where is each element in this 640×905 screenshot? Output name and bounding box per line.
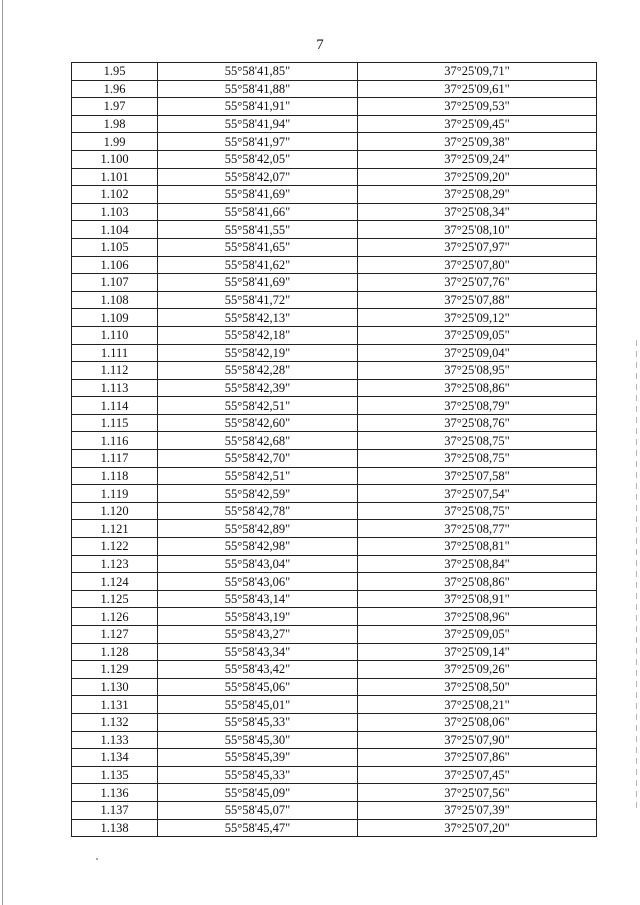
table-row: [72, 626, 597, 644]
longitude-cell: 37°25'08,84": [358, 555, 597, 573]
latitude-cell: 55°58'45,39": [158, 749, 358, 767]
point-number-cell: 1.109: [72, 309, 158, 327]
latitude-cell: 55°58'45,06": [158, 678, 358, 696]
latitude-cell: 55°58'41,94": [158, 115, 358, 133]
table-row: [72, 502, 597, 520]
longitude-cell: 37°25'09,20": [358, 168, 597, 186]
table-row: [72, 309, 597, 327]
table-row: [72, 80, 597, 98]
coordinates-table-body: [72, 63, 597, 837]
table-row: [72, 819, 597, 837]
latitude-cell: 55°58'42,39": [158, 379, 358, 397]
point-number-cell: 1.121: [72, 520, 158, 538]
latitude-cell: 55°58'43,04": [158, 555, 358, 573]
point-number-cell: 1.129: [72, 661, 158, 679]
longitude-cell: 37°25'09,45": [358, 115, 597, 133]
table-row: [72, 573, 597, 591]
point-number-cell: 1.133: [72, 731, 158, 749]
table-row: [72, 485, 597, 503]
point-number-cell: 1.125: [72, 590, 158, 608]
scan-speck: [96, 858, 98, 860]
longitude-cell: 37°25'07,80": [358, 256, 597, 274]
longitude-cell: 37°25'08,86": [358, 379, 597, 397]
point-number-cell: 1.135: [72, 766, 158, 784]
point-number-cell: 1.128: [72, 643, 158, 661]
latitude-cell: 55°58'41,91": [158, 98, 358, 116]
longitude-cell: 37°25'07,45": [358, 766, 597, 784]
point-number-cell: 1.113: [72, 379, 158, 397]
table-row: [72, 450, 597, 468]
point-number-cell: 1.104: [72, 221, 158, 239]
point-number-cell: 1.119: [72, 485, 158, 503]
longitude-cell: 37°25'08,77": [358, 520, 597, 538]
latitude-cell: 55°58'43,19": [158, 608, 358, 626]
table-row: [72, 784, 597, 802]
latitude-cell: 55°58'42,68": [158, 432, 358, 450]
point-number-cell: 1.122: [72, 538, 158, 556]
table-row: [72, 414, 597, 432]
latitude-cell: 55°58'42,59": [158, 485, 358, 503]
table-row: [72, 115, 597, 133]
point-number-cell: 1.127: [72, 626, 158, 644]
point-number-cell: 1.123: [72, 555, 158, 573]
latitude-cell: 55°58'42,07": [158, 168, 358, 186]
point-number-cell: 1.99: [72, 133, 158, 151]
latitude-cell: 55°58'41,97": [158, 133, 358, 151]
point-number-cell: 1.136: [72, 784, 158, 802]
point-number-cell: 1.101: [72, 168, 158, 186]
point-number-cell: 1.105: [72, 238, 158, 256]
latitude-cell: 55°58'41,65": [158, 238, 358, 256]
point-number-cell: 1.117: [72, 450, 158, 468]
longitude-cell: 37°25'08,81": [358, 538, 597, 556]
latitude-cell: 55°58'41,85": [158, 63, 358, 81]
longitude-cell: 37°25'09,24": [358, 150, 597, 168]
table-row: [72, 766, 597, 784]
longitude-cell: 37°25'08,29": [358, 186, 597, 204]
table-row: [72, 590, 597, 608]
longitude-cell: 37°25'08,75": [358, 502, 597, 520]
point-number-cell: 1.132: [72, 713, 158, 731]
point-number-cell: 1.110: [72, 326, 158, 344]
table-row: [72, 344, 597, 362]
longitude-cell: 37°25'09,71": [358, 63, 597, 81]
table-row: [72, 63, 597, 81]
latitude-cell: 55°58'45,01": [158, 696, 358, 714]
latitude-cell: 55°58'42,98": [158, 538, 358, 556]
table-row: [72, 238, 597, 256]
longitude-cell: 37°25'09,04": [358, 344, 597, 362]
latitude-cell: 55°58'41,69": [158, 274, 358, 292]
table-row: [72, 696, 597, 714]
table-row: [72, 274, 597, 292]
point-number-cell: 1.97: [72, 98, 158, 116]
longitude-cell: 37°25'08,91": [358, 590, 597, 608]
point-number-cell: 1.107: [72, 274, 158, 292]
latitude-cell: 55°58'42,60": [158, 414, 358, 432]
point-number-cell: 1.131: [72, 696, 158, 714]
table-row: [72, 608, 597, 626]
latitude-cell: 55°58'42,18": [158, 326, 358, 344]
longitude-cell: 37°25'07,20": [358, 819, 597, 837]
longitude-cell: 37°25'08,75": [358, 432, 597, 450]
table-row: [72, 133, 597, 151]
table-row: [72, 379, 597, 397]
point-number-cell: 1.95: [72, 63, 158, 81]
longitude-cell: 37°25'09,53": [358, 98, 597, 116]
point-number-cell: 1.130: [72, 678, 158, 696]
longitude-cell: 37°25'08,86": [358, 573, 597, 591]
latitude-cell: 55°58'45,33": [158, 713, 358, 731]
point-number-cell: 1.134: [72, 749, 158, 767]
longitude-cell: 37°25'07,86": [358, 749, 597, 767]
table-row: [72, 397, 597, 415]
table-row: [72, 467, 597, 485]
page-number: 7: [316, 37, 324, 53]
longitude-cell: 37°25'07,90": [358, 731, 597, 749]
longitude-cell: 37°25'07,88": [358, 291, 597, 309]
latitude-cell: 55°58'41,62": [158, 256, 358, 274]
latitude-cell: 55°58'41,66": [158, 203, 358, 221]
longitude-cell: 37°25'07,56": [358, 784, 597, 802]
longitude-cell: 37°25'07,39": [358, 801, 597, 819]
longitude-cell: 37°25'09,14": [358, 643, 597, 661]
table-row: [72, 326, 597, 344]
latitude-cell: 55°58'41,88": [158, 80, 358, 98]
latitude-cell: 55°58'42,51": [158, 467, 358, 485]
table-row: [72, 150, 597, 168]
table-row: [72, 749, 597, 767]
point-number-cell: 1.124: [72, 573, 158, 591]
point-number-cell: 1.112: [72, 362, 158, 380]
longitude-cell: 37°25'08,50": [358, 678, 597, 696]
longitude-cell: 37°25'07,76": [358, 274, 597, 292]
point-number-cell: 1.138: [72, 819, 158, 837]
latitude-cell: 55°58'43,42": [158, 661, 358, 679]
longitude-cell: 37°25'08,96": [358, 608, 597, 626]
table-row: [72, 362, 597, 380]
table-row: [72, 203, 597, 221]
scan-edge-left: [2, 0, 3, 905]
latitude-cell: 55°58'42,70": [158, 450, 358, 468]
latitude-cell: 55°58'43,34": [158, 643, 358, 661]
longitude-cell: 37°25'08,76": [358, 414, 597, 432]
scan-edge-right: [636, 340, 637, 810]
latitude-cell: 55°58'41,55": [158, 221, 358, 239]
table-row: [72, 98, 597, 116]
latitude-cell: 55°58'42,78": [158, 502, 358, 520]
latitude-cell: 55°58'45,30": [158, 731, 358, 749]
longitude-cell: 37°25'08,95": [358, 362, 597, 380]
longitude-cell: 37°25'08,21": [358, 696, 597, 714]
table-row: [72, 186, 597, 204]
point-number-cell: 1.126: [72, 608, 158, 626]
table-row: [72, 643, 597, 661]
latitude-cell: 55°58'43,27": [158, 626, 358, 644]
latitude-cell: 55°58'42,51": [158, 397, 358, 415]
latitude-cell: 55°58'42,05": [158, 150, 358, 168]
latitude-cell: 55°58'43,06": [158, 573, 358, 591]
point-number-cell: 1.111: [72, 344, 158, 362]
point-number-cell: 1.103: [72, 203, 158, 221]
table-row: [72, 168, 597, 186]
point-number-cell: 1.108: [72, 291, 158, 309]
table-row: [72, 555, 597, 573]
latitude-cell: 55°58'42,13": [158, 309, 358, 327]
table-row: [72, 432, 597, 450]
point-number-cell: 1.115: [72, 414, 158, 432]
table-row: [72, 520, 597, 538]
longitude-cell: 37°25'07,54": [358, 485, 597, 503]
longitude-cell: 37°25'08,10": [358, 221, 597, 239]
longitude-cell: 37°25'09,12": [358, 309, 597, 327]
latitude-cell: 55°58'41,72": [158, 291, 358, 309]
latitude-cell: 55°58'42,28": [158, 362, 358, 380]
latitude-cell: 55°58'45,09": [158, 784, 358, 802]
longitude-cell: 37°25'07,58": [358, 467, 597, 485]
latitude-cell: 55°58'45,07": [158, 801, 358, 819]
point-number-cell: 1.137: [72, 801, 158, 819]
longitude-cell: 37°25'09,38": [358, 133, 597, 151]
table-row: [72, 538, 597, 556]
table-row: [72, 731, 597, 749]
table-row: [72, 713, 597, 731]
point-number-cell: 1.102: [72, 186, 158, 204]
point-number-cell: 1.100: [72, 150, 158, 168]
table-row: [72, 678, 597, 696]
longitude-cell: 37°25'08,34": [358, 203, 597, 221]
longitude-cell: 37°25'09,61": [358, 80, 597, 98]
point-number-cell: 1.98: [72, 115, 158, 133]
longitude-cell: 37°25'08,75": [358, 450, 597, 468]
longitude-cell: 37°25'08,06": [358, 713, 597, 731]
point-number-cell: 1.120: [72, 502, 158, 520]
latitude-cell: 55°58'42,89": [158, 520, 358, 538]
table-row: [72, 661, 597, 679]
latitude-cell: 55°58'41,69": [158, 186, 358, 204]
latitude-cell: 55°58'43,14": [158, 590, 358, 608]
latitude-cell: 55°58'42,19": [158, 344, 358, 362]
table-row: [72, 221, 597, 239]
table-row: [72, 256, 597, 274]
point-number-cell: 1.116: [72, 432, 158, 450]
latitude-cell: 55°58'45,33": [158, 766, 358, 784]
longitude-cell: 37°25'09,05": [358, 326, 597, 344]
point-number-cell: 1.114: [72, 397, 158, 415]
longitude-cell: 37°25'09,05": [358, 626, 597, 644]
point-number-cell: 1.96: [72, 80, 158, 98]
longitude-cell: 37°25'09,26": [358, 661, 597, 679]
point-number-cell: 1.106: [72, 256, 158, 274]
table-row: [72, 291, 597, 309]
point-number-cell: 1.118: [72, 467, 158, 485]
table-row: [72, 801, 597, 819]
longitude-cell: 37°25'08,79": [358, 397, 597, 415]
latitude-cell: 55°58'45,47": [158, 819, 358, 837]
coordinates-table: [71, 62, 597, 837]
longitude-cell: 37°25'07,97": [358, 238, 597, 256]
